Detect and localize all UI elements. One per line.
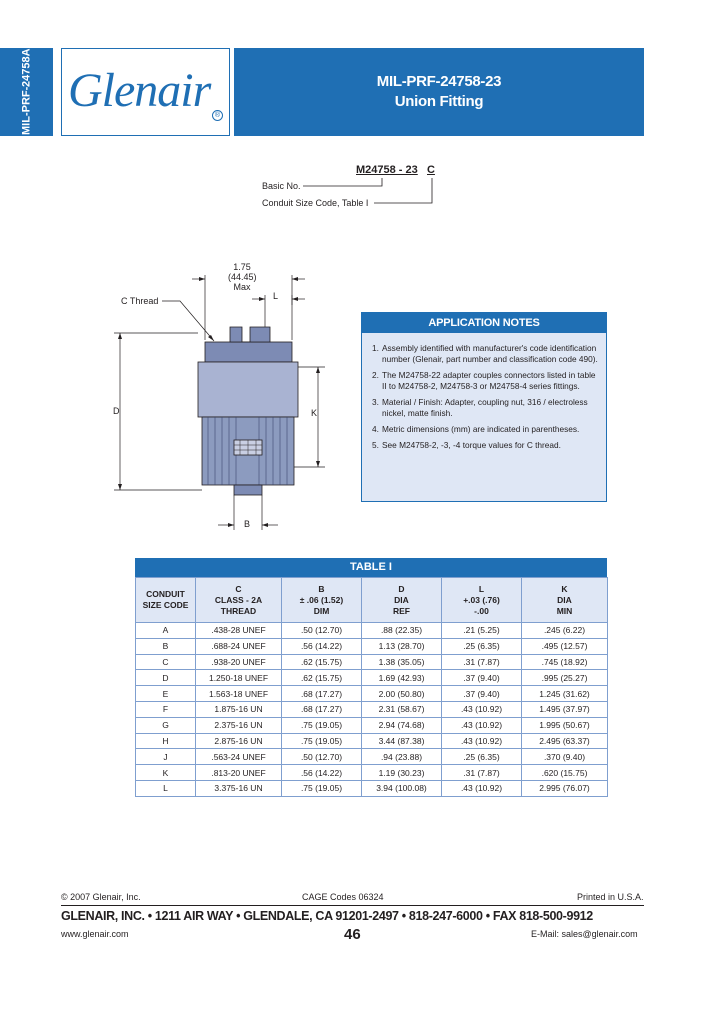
application-notes <box>361 312 607 502</box>
col-header-c: C CLASS - 2A THREAD <box>196 578 282 623</box>
table-cell: 2.995 (76.07) <box>522 780 608 796</box>
table-cell: 1.13 (28.70) <box>362 638 442 654</box>
table-cell: .75 (19.05) <box>282 780 362 796</box>
email-link[interactable]: E-Mail: sales@glenair.com <box>531 929 638 939</box>
table-title: TABLE I <box>135 558 607 577</box>
table-body <box>136 623 608 797</box>
table-cell: .43 (10.92) <box>442 780 522 796</box>
note-item: 1. Assembly identified with manufacturer's code identification number (Glenair, part number and classification code 490). <box>372 343 598 364</box>
table-cell: .25 (6.35) <box>442 638 522 654</box>
logo-text: Glenair <box>68 64 211 117</box>
table-cell: .43 (10.92) <box>442 733 522 749</box>
side-tab-line1: MIL-PRF- <box>20 87 33 136</box>
table-cell: J <box>136 749 196 765</box>
table-row <box>136 686 608 702</box>
dim-k-label: K <box>311 408 318 418</box>
dim-l-label: L <box>273 291 279 301</box>
page-subtitle: Union Fitting <box>394 93 484 110</box>
dim-width-note: Max <box>233 282 251 292</box>
table-row <box>136 701 608 717</box>
dim-width-mm: (44.45) <box>228 272 257 282</box>
table-cell: .50 (12.70) <box>282 623 362 639</box>
side-tab-line2: 24758A <box>20 48 33 88</box>
registered-mark: ® <box>212 110 223 121</box>
printed-in: Printed in U.S.A. <box>577 892 644 902</box>
table-cell: .745 (18.92) <box>522 654 608 670</box>
col-header-l: L +.03 (.76) -.00 <box>442 578 522 623</box>
table-cell: K <box>136 765 196 781</box>
table-i <box>135 558 607 797</box>
dim-d-label: D <box>113 406 120 416</box>
table-cell: .56 (14.22) <box>282 638 362 654</box>
table-cell: D <box>136 670 196 686</box>
table-cell: .995 (25.27) <box>522 670 608 686</box>
title-block <box>234 48 644 136</box>
company-address: GLENAIR, INC. • 1211 AIR WAY • GLENDALE, CA 91201-2497 • 818-247-6000 • FAX 818-500-9912 <box>61 909 593 923</box>
application-notes-list <box>372 343 598 451</box>
table-cell: 2.00 (50.80) <box>362 686 442 702</box>
table-cell: 2.875-16 UN <box>196 733 282 749</box>
cage-codes: CAGE Codes 06324 <box>302 892 384 902</box>
table-cell: .43 (10.92) <box>442 717 522 733</box>
table-header-row <box>136 578 608 623</box>
note-item: 2. The M24758-22 adapter couples connectors listed in table II to M24758-2, M24758-3 or M24758-4 series fittings. <box>372 370 596 391</box>
table-cell: .37 (9.40) <box>442 670 522 686</box>
dimensions-table <box>135 577 608 797</box>
application-notes-title: APPLICATION NOTES <box>362 313 606 333</box>
col-header-b: B ± .06 (1.52) DIM <box>282 578 362 623</box>
table-cell: 1.245 (31.62) <box>522 686 608 702</box>
table-row <box>136 765 608 781</box>
table-cell: 2.495 (63.37) <box>522 733 608 749</box>
table-cell: B <box>136 638 196 654</box>
table-cell: C <box>136 654 196 670</box>
tail-section <box>234 485 262 495</box>
col-header-k: K DIA MIN <box>522 578 608 623</box>
conduit-size-label: Conduit Size Code, Table I <box>262 198 369 208</box>
table-cell: .370 (9.40) <box>522 749 608 765</box>
table-cell: 1.995 (50.67) <box>522 717 608 733</box>
table-cell: 1.495 (37.97) <box>522 701 608 717</box>
fitting-body <box>198 362 298 417</box>
note-item: 5. See M24758-2, -3, -4 torque values for C thread. <box>372 440 561 450</box>
table-cell: 1.563-18 UNEF <box>196 686 282 702</box>
table-cell: .50 (12.70) <box>282 749 362 765</box>
dim-width-label <box>228 262 256 292</box>
table-row <box>136 780 608 796</box>
note-item: 3. Material / Finish: Adapter, coupling nut, 316 / electroless nickel, matte finish. <box>372 397 588 418</box>
footer-rule <box>61 905 644 906</box>
table-row <box>136 733 608 749</box>
dim-width-value: 1.75 <box>233 262 251 272</box>
table-cell: .495 (12.57) <box>522 638 608 654</box>
table-cell: 1.875-16 UN <box>196 701 282 717</box>
table-cell: 1.69 (42.93) <box>362 670 442 686</box>
table-cell: .563-24 UNEF <box>196 749 282 765</box>
table-cell: .37 (9.40) <box>442 686 522 702</box>
side-tab <box>0 48 53 136</box>
table-cell: .56 (14.22) <box>282 765 362 781</box>
table-cell: .31 (7.87) <box>442 654 522 670</box>
table-cell: A <box>136 623 196 639</box>
table-cell: .21 (5.25) <box>442 623 522 639</box>
note-item: 4. Metric dimensions (mm) are indicated in parentheses. <box>372 424 580 434</box>
table-cell: .620 (15.75) <box>522 765 608 781</box>
table-cell: .75 (19.05) <box>282 733 362 749</box>
copyright: © 2007 Glenair, Inc. <box>61 892 141 902</box>
table-row <box>136 749 608 765</box>
table-row <box>136 654 608 670</box>
part-number-code: C <box>427 164 435 176</box>
table-cell: .94 (23.88) <box>362 749 442 765</box>
table-cell: .31 (7.87) <box>442 765 522 781</box>
table-cell: .88 (22.35) <box>362 623 442 639</box>
c-thread-label: C Thread <box>121 296 159 306</box>
table-cell: 2.375-16 UN <box>196 717 282 733</box>
table-cell: 1.19 (30.23) <box>362 765 442 781</box>
part-number-leaders <box>300 176 440 212</box>
table-row <box>136 638 608 654</box>
basic-no-label: Basic No. <box>262 181 301 191</box>
coupling-nut-top <box>205 342 292 362</box>
table-cell: .25 (6.35) <box>442 749 522 765</box>
table-cell: 3.44 (87.38) <box>362 733 442 749</box>
table-cell: F <box>136 701 196 717</box>
table-cell: 2.31 (58.67) <box>362 701 442 717</box>
part-number-example: M24758 - 23 <box>356 164 418 176</box>
table-cell: E <box>136 686 196 702</box>
table-cell: G <box>136 717 196 733</box>
website-link[interactable]: www.glenair.com <box>61 929 129 939</box>
table-row <box>136 717 608 733</box>
table-row <box>136 670 608 686</box>
table-cell: .68 (17.27) <box>282 686 362 702</box>
col-header-d: D DIA REF <box>362 578 442 623</box>
table-cell: .62 (15.75) <box>282 670 362 686</box>
table-cell: L <box>136 780 196 796</box>
table-cell: 1.250-18 UNEF <box>196 670 282 686</box>
table-row <box>136 623 608 639</box>
table-cell: .43 (10.92) <box>442 701 522 717</box>
page-number: 46 <box>344 926 361 943</box>
table-cell: .62 (15.75) <box>282 654 362 670</box>
page-title: MIL-PRF-24758-23 <box>376 73 502 90</box>
table-cell: .75 (19.05) <box>282 717 362 733</box>
table-cell: .245 (6.22) <box>522 623 608 639</box>
table-cell: .688-24 UNEF <box>196 638 282 654</box>
table-cell: H <box>136 733 196 749</box>
glenair-logo <box>61 48 230 136</box>
table-cell: .938-20 UNEF <box>196 654 282 670</box>
col-header-conduit: CONDUIT SIZE CODE <box>136 578 196 623</box>
table-cell: .68 (17.27) <box>282 701 362 717</box>
table-cell: 3.375-16 UN <box>196 780 282 796</box>
table-cell: 3.94 (100.08) <box>362 780 442 796</box>
table-cell: 2.94 (74.68) <box>362 717 442 733</box>
table-cell: .438-28 UNEF <box>196 623 282 639</box>
dim-b-label: B <box>244 519 251 529</box>
table-cell: .813-20 UNEF <box>196 765 282 781</box>
table-cell: 1.38 (35.05) <box>362 654 442 670</box>
